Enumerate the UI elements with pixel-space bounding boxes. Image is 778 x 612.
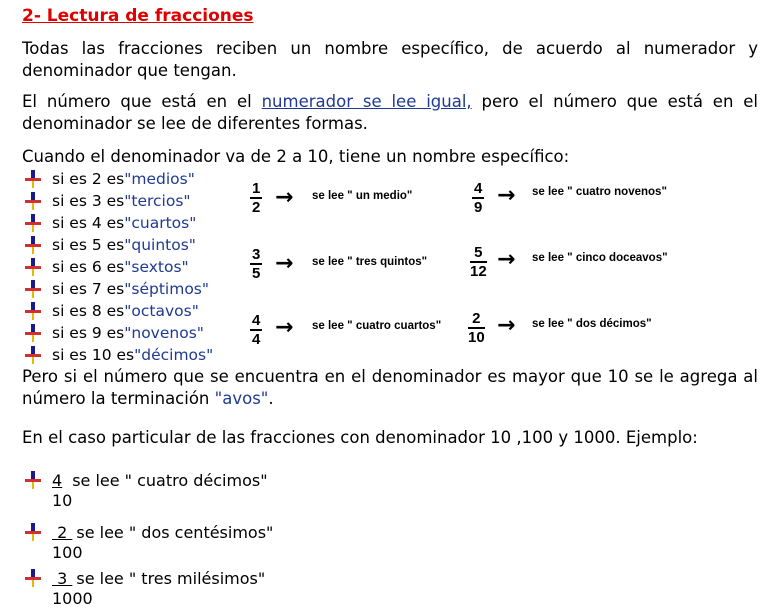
- decimal-numerator: 4: [52, 470, 63, 490]
- fraction-reading: se lee " un medio": [312, 190, 413, 202]
- list-item-prefix: si es 2 es: [52, 170, 125, 188]
- list-item: [22, 168, 213, 190]
- list-item-name: "medios": [124, 170, 195, 188]
- fraction: [250, 180, 262, 217]
- list-item-prefix: si es 7 es: [52, 280, 125, 298]
- list-item-name: "tercios": [124, 192, 191, 210]
- fraction-denominator: 4: [252, 331, 261, 348]
- fraction-denominator: 12: [470, 263, 487, 280]
- avos-paragraph: [22, 366, 758, 410]
- list-item: [22, 256, 213, 278]
- numerator-text-after: pero el número que está en el denominador se lee de diferentes formas.: [22, 92, 758, 133]
- list-item-name: "sextos": [124, 258, 189, 276]
- decimal-example: [22, 521, 273, 563]
- fraction-reading: se lee " dos décimos": [532, 318, 652, 330]
- arrow-icon: →: [497, 247, 516, 272]
- decimal-example: [22, 567, 265, 609]
- decimal-denominator: 100: [52, 543, 83, 562]
- fraction-numerator: 1: [252, 180, 261, 197]
- list-item-prefix: si es 9 es: [52, 324, 125, 342]
- fraction-reading: se lee " cinco doceavos": [532, 252, 668, 264]
- intro-paragraph: Todas las fracciones reciben un nombre específico, de acuerdo al numerador y denominador que tengan.: [22, 39, 758, 80]
- avos-text-after: .: [268, 389, 274, 408]
- list-item: [22, 344, 213, 366]
- pushpin-icon: [22, 345, 44, 365]
- list-item-name: "novenos": [124, 324, 204, 342]
- pushpin-icon: [22, 257, 44, 277]
- denominator-intro: Cuando el denominador va de 2 a 10, tiene un nombre específico:: [22, 147, 570, 166]
- fraction-reading: se lee " tres quintos": [312, 256, 428, 268]
- list-item: [22, 300, 213, 322]
- list-item-name: "séptimos": [124, 280, 210, 298]
- avos-term: "avos": [214, 389, 269, 408]
- list-item-name: "quintos": [124, 236, 196, 254]
- pushpin-icon: [22, 522, 44, 542]
- arrow-icon: →: [275, 315, 294, 340]
- fraction: [468, 310, 485, 347]
- fraction-numerator: 5: [470, 244, 487, 263]
- decimal-reading: se lee " tres milésimos": [76, 568, 266, 588]
- list-item-name: "octavos": [124, 302, 199, 320]
- decimal-reading: se lee " dos centésimos": [76, 522, 274, 542]
- pushpin-icon: [22, 470, 44, 490]
- fraction-denominator: 2: [252, 199, 261, 216]
- pushpin-icon: [22, 323, 44, 343]
- decimal-denominator: 10: [52, 491, 73, 510]
- pushpin-icon: [22, 301, 44, 321]
- fraction-numerator: 3: [252, 246, 261, 263]
- fraction: [250, 312, 262, 349]
- list-item-prefix: si es 4 es: [52, 214, 125, 232]
- decimal-numerator: 3: [52, 568, 73, 588]
- decimal-intro: En el caso particular de las fracciones con denominador 10 ,100 y 1000. Ejemplo:: [22, 428, 698, 447]
- pushpin-icon: [22, 235, 44, 255]
- fraction-denominator: 10: [468, 329, 485, 346]
- pushpin-icon: [22, 191, 44, 211]
- denominator-names-list: [22, 168, 213, 366]
- fraction-denominator: 9: [474, 199, 483, 216]
- list-item: [22, 234, 213, 256]
- fraction-reading: se lee " cuatro cuartos": [312, 320, 442, 332]
- list-item: [22, 190, 213, 212]
- fraction: [472, 180, 484, 217]
- numerator-link[interactable]: numerador se lee igual,: [261, 92, 472, 111]
- numerator-text-before: El número que está en el: [22, 92, 262, 111]
- decimal-example: [22, 469, 268, 511]
- fraction: [250, 246, 262, 283]
- decimal-reading: se lee " cuatro décimos": [72, 470, 268, 490]
- avos-text-before: Pero si el número que se encuentra en el denominador es mayor que 10 se le agrega al número la terminación: [22, 367, 758, 408]
- list-item: [22, 278, 213, 300]
- list-item: [22, 322, 213, 344]
- pushpin-icon: [22, 169, 44, 189]
- decimal-denominator: 1000: [52, 589, 93, 608]
- list-item-name: "décimos": [134, 346, 214, 364]
- decimal-numerator: 2: [52, 522, 73, 542]
- pushpin-icon: [22, 568, 44, 588]
- fraction-numerator: 4: [474, 180, 483, 197]
- fraction-numerator: 4: [252, 312, 261, 329]
- list-item-prefix: si es 5 es: [52, 236, 125, 254]
- list-item-prefix: si es 3 es: [52, 192, 125, 210]
- list-item-prefix: si es 10 es: [52, 346, 135, 364]
- list-item-name: "cuartos": [124, 214, 197, 232]
- arrow-icon: →: [275, 251, 294, 276]
- pushpin-icon: [22, 213, 44, 233]
- fraction-numerator: 2: [468, 310, 485, 329]
- list-item-prefix: si es 8 es: [52, 302, 125, 320]
- arrow-icon: →: [275, 185, 294, 210]
- section-title: 2- Lectura de fracciones: [22, 6, 254, 26]
- fraction-denominator: 5: [252, 265, 261, 282]
- arrow-icon: →: [497, 313, 516, 338]
- fraction: [470, 244, 487, 281]
- fraction-reading: se lee " cuatro novenos": [532, 186, 667, 198]
- numerator-paragraph: [22, 91, 758, 135]
- list-item: [22, 212, 213, 234]
- pushpin-icon: [22, 279, 44, 299]
- arrow-icon: →: [497, 183, 516, 208]
- list-item-prefix: si es 6 es: [52, 258, 125, 276]
